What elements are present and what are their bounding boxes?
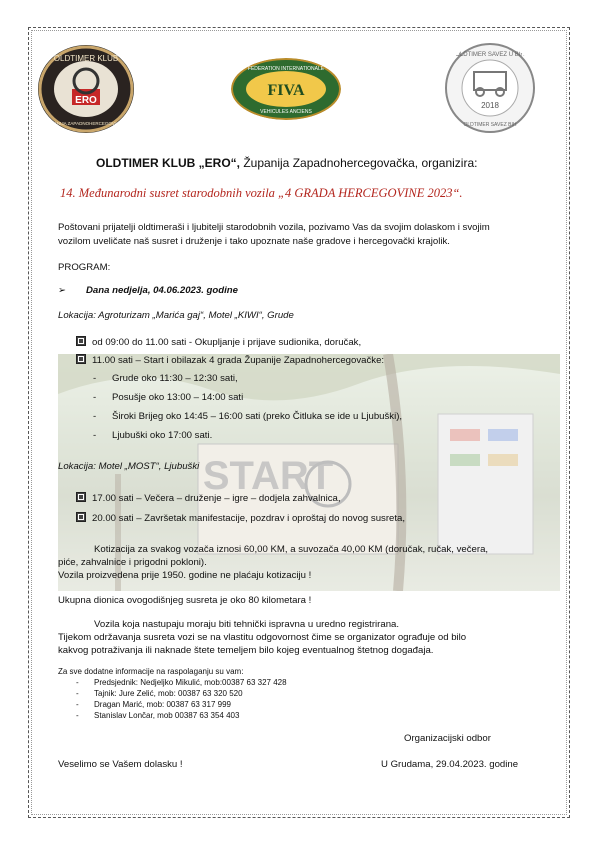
checkbox-bullet-icon — [76, 512, 86, 522]
rules-line-1: Vozila koja nastupaju moraju biti tehnički ispravna u uredno registrirana. — [94, 619, 400, 630]
fiva-logo-center-text: FIVA — [267, 82, 305, 99]
checkbox-bullet-icon — [76, 336, 86, 346]
fiva-logo-bottom-text: VEHICULES ANCIENS — [260, 109, 312, 115]
intro-line-1: Poštovani prijatelji oldtimeraši i ljubitelji starodobnih vozila, pozivamo Vas da svojim dolaskom i svojim — [58, 222, 490, 233]
checkbox-bullet-icon — [76, 354, 86, 364]
city-dash: - — [93, 430, 97, 441]
ero-logo-top-text: OLDTIMER KLUB — [53, 54, 119, 63]
program-day: Dana nedjelja, 04.06.2023. godine — [86, 285, 238, 296]
closing-line: Veselimo se Vašem dolasku ! — [58, 759, 183, 770]
city-item: Ljubuški oko 17:00 sati. — [112, 430, 213, 441]
signature-label: Organizacijski odbor — [404, 733, 491, 744]
savez-logo-bottom-text: OLDTIMER SAVEZ BIH — [463, 122, 517, 128]
event-title: 14. Međunarodni susret starodobnih vozila „4 GRADA HERCEGOVINE 2023“. — [60, 186, 463, 200]
distance-note: Ukupna dionica ovogodišnjeg susreta je oko 80 kilometara ! — [58, 595, 312, 606]
location-2: Lokacija: Motel „MOST“, Ljubuški — [58, 461, 200, 472]
place-date: U Grudama, 29.04.2023. godine — [381, 759, 519, 770]
program-item: 17.00 sati – Večera – druženje – igre – dodjela zahvalnica, — [76, 492, 341, 505]
intro-line-2: vozilom uveličate naš susret i druženje i tako upoznate naše gradove i hercegovački krajolik. — [58, 236, 450, 247]
city-dash: - — [93, 373, 97, 384]
city-item: Grude oko 11:30 – 12:30 sati, — [112, 373, 238, 384]
program-label: PROGRAM: — [58, 262, 111, 273]
fee-line-1: Kotizacija za svakog vozača iznosi 60,00 KM, a suvozača 40,00 KM (doručak, ručak, večera, — [94, 544, 489, 555]
photo-banner-text: START — [202, 454, 334, 498]
program-item: od 09:00 do 11.00 sati - Okupljanje i prijave sudionika, doručak, — [76, 336, 361, 349]
contact-dash: - — [76, 689, 79, 698]
contact-item: Tajnik: Jure Zelić, mob: 00387 63 320 520 — [94, 689, 243, 698]
fee-line-2: piće, zahvalnice i prigodni pokloni). — [58, 557, 207, 568]
day-arrow-icon: ➢ — [58, 285, 67, 296]
contact-dash: - — [76, 678, 79, 687]
rules-line-2: Tijekom održavanja susreta vozi se na vlastitu odgovornost čime se organizator ograđuje od bilo — [58, 632, 467, 643]
ero-logo-center-text: ERO — [75, 95, 97, 106]
checkbox-bullet-icon — [76, 492, 86, 502]
contacts-intro: Za sve dodatne informacije na raspolaganju su vam: — [58, 667, 244, 676]
savez-logo-year: 2018 — [481, 101, 499, 110]
organizer-name: OLDTIMER KLUB „ERO“, — [96, 156, 244, 170]
city-dash: - — [93, 411, 97, 422]
location-1: Lokacija: Agroturizam „Marića gaj“, Motel „KIWI“, Grude — [58, 310, 294, 321]
rules-line-3: kakvog potraživanja ili naknade štete temeljem bilo kojeg eventualnog štetnog događaja. — [58, 645, 434, 656]
contact-item: Dragan Marić, mob: 00387 63 317 999 — [94, 700, 231, 709]
contact-dash: - — [76, 711, 79, 720]
contact-item: Predsjednik: Nedjeljko Mikulić, mob:00387 63 327 428 — [94, 678, 287, 687]
oldtimer-savez-logo — [442, 42, 538, 134]
program-item: 11.00 sati – Start i obilazak 4 grada Županije Zapadnohercegovačke: — [76, 354, 384, 367]
city-dash: - — [93, 392, 97, 403]
ero-club-logo — [38, 45, 134, 133]
fiva-logo-top-text: FEDERATION INTERNATIONALE — [247, 66, 325, 72]
ero-logo-bottom-text: ŽUPANIJA ZAPADNOHERCEGOVAČKA — [45, 121, 127, 126]
organizer-heading — [96, 156, 477, 170]
city-item: Posušje oko 13:00 – 14:00 sati — [112, 392, 244, 403]
fee-line-3: Vozila proizvedena prije 1950. godine ne plaćaju kotizaciju ! — [58, 570, 312, 581]
savez-logo-top-text: OLDTIMER SAVEZ U BIH — [455, 52, 525, 58]
contact-dash: - — [76, 700, 79, 709]
city-item: Široki Brijeg oko 14:45 – 16:00 sati (preko Čitluka se ide u Ljubuški), — [112, 411, 403, 422]
fiva-logo — [231, 58, 341, 120]
organizer-region: Županija Zapadnohercegovačka, organizira: — [243, 156, 478, 170]
contact-item: Stanislav Lončar, mob 00387 63 354 403 — [94, 711, 240, 720]
program-item: 20.00 sati – Završetak manifestacije, pozdrav i oproštaj do novog susreta, — [76, 512, 405, 525]
